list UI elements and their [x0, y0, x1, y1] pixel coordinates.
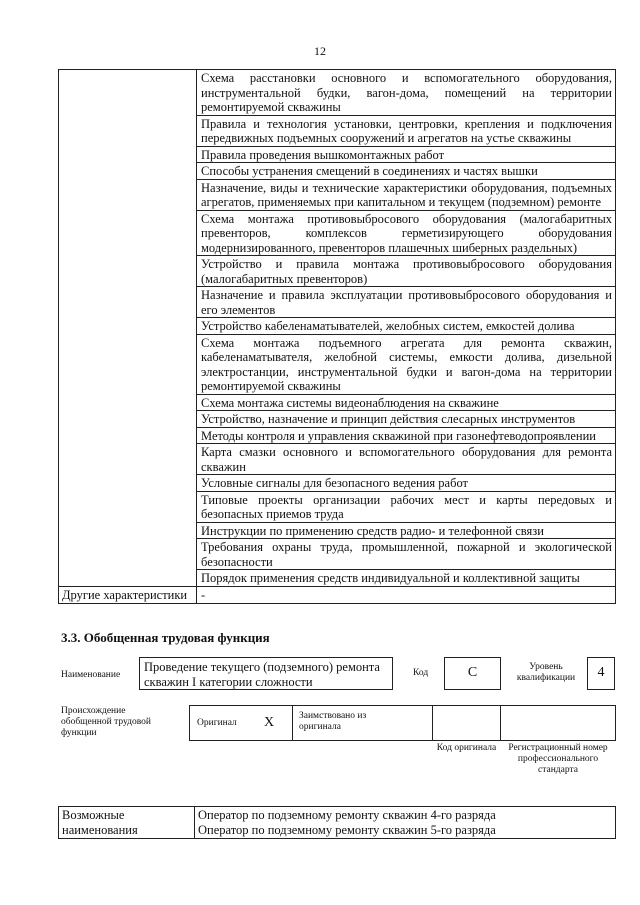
table-cell: Схема монтажа системы видеонаблюдения на скважине: [197, 394, 616, 411]
possible-name-item: Оператор по подземному ремонту скважин 4-го разряда: [198, 808, 496, 822]
name-label: Наименование: [61, 670, 121, 680]
original-code-box: [432, 705, 501, 741]
code-value: C: [467, 665, 478, 680]
other-characteristics-value: -: [197, 586, 616, 604]
table-cell: Схема монтажа подъемного агрегата для ремонта скважин, кабеленаматывателя, желобной системы, емкости долива, дизельной электростанции, инструментальной будки и вагон-дома на территории ремонтируемой скважины: [197, 334, 616, 394]
table-cell: Инструкции по применению средств радио- и телефонной связи: [197, 522, 616, 539]
code-label: Код: [413, 668, 429, 678]
table-cell: Порядок применения средств индивидуальной и коллективной защиты: [197, 570, 616, 587]
empty-label-cell: [59, 70, 197, 587]
table-cell: Требования охраны труда, промышленной, пожарной и экологической безопасности: [197, 539, 616, 570]
section-title: 3.3. Обобщенная трудовая функция: [61, 630, 270, 645]
table-cell: Устройство и правила монтажа противовыбросового оборудования (малогабаритных превенторов): [197, 256, 616, 287]
name-value: Проведение текущего (подземного) ремонта скважин I категории сложности: [144, 660, 380, 689]
table-row: [59, 807, 616, 839]
table-row: [59, 70, 616, 116]
possible-names-values: [195, 807, 616, 839]
level-value: 4: [597, 665, 605, 680]
table-cell: Условные сигналы для безопасного ведения работ: [197, 475, 616, 492]
table-cell: Типовые проекты организации рабочих мест и карты передовых и безопасных приемов труда: [197, 491, 616, 522]
registration-number-caption: Регистрационный номер профессионального стандарта: [508, 743, 608, 775]
possible-names-label: Возможные наименования: [59, 807, 195, 839]
table-cell: Схема монтажа противовыбросового оборудования (малогабаритных превенторов, комплексов герметизирующего оборудования модернизированного, превенторов плашечных шиберных раздельных): [197, 210, 616, 256]
table-cell: Устройство, назначение и принцип действия слесарных инструментов: [197, 411, 616, 428]
registration-number-box: [500, 705, 616, 741]
table-cell: Схема расстановки основного и вспомогательного оборудования, инструментальной будки, вагон-дома, помещений на территории ремонтируемой скважины: [197, 70, 616, 116]
table-cell: Устройство кабеленаматывателей, желобных систем, емкостей долива: [197, 318, 616, 335]
level-label: Уровень квалификации: [516, 662, 576, 683]
table-cell: Назначение, виды и технические характеристики оборудования, подъемных агрегатов, применяемых при капитальном и текущем (подземном) ремонте: [197, 179, 616, 210]
table-row: [59, 586, 616, 604]
other-characteristics-label: Другие характеристики: [59, 586, 197, 604]
possible-names-table: [58, 806, 616, 839]
knowledge-table: [58, 69, 616, 604]
table-cell: Правила и технология установки, центровки, крепления и подключения передвижных подъемных сооружений и агрегатов на устье скважины: [197, 115, 616, 146]
page-number: 12: [314, 44, 326, 58]
original-label: Оригинал: [197, 718, 237, 728]
original-mark: X: [264, 715, 275, 730]
table-cell: Правила проведения вышкомонтажных работ: [197, 146, 616, 163]
table-cell: Карта смазки основного и вспомогательного оборудования для ремонта скважин: [197, 444, 616, 475]
possible-name-item: Оператор по подземному ремонту скважин 5-го разряда: [198, 822, 496, 837]
table-cell: Способы устранения смещений в соединениях и частях вышки: [197, 163, 616, 180]
table-cell: Методы контроля и управления скважиной при газонефтеводопроявлении: [197, 427, 616, 444]
original-code-caption: Код оригинала: [436, 743, 497, 753]
table-cell: Назначение и правила эксплуатации противовыбросового оборудования и его элементов: [197, 287, 616, 318]
origin-label: Происхождение обобщенной трудовой функции: [61, 706, 151, 738]
borrowed-label: Заимствовано из оригинала: [299, 711, 367, 732]
